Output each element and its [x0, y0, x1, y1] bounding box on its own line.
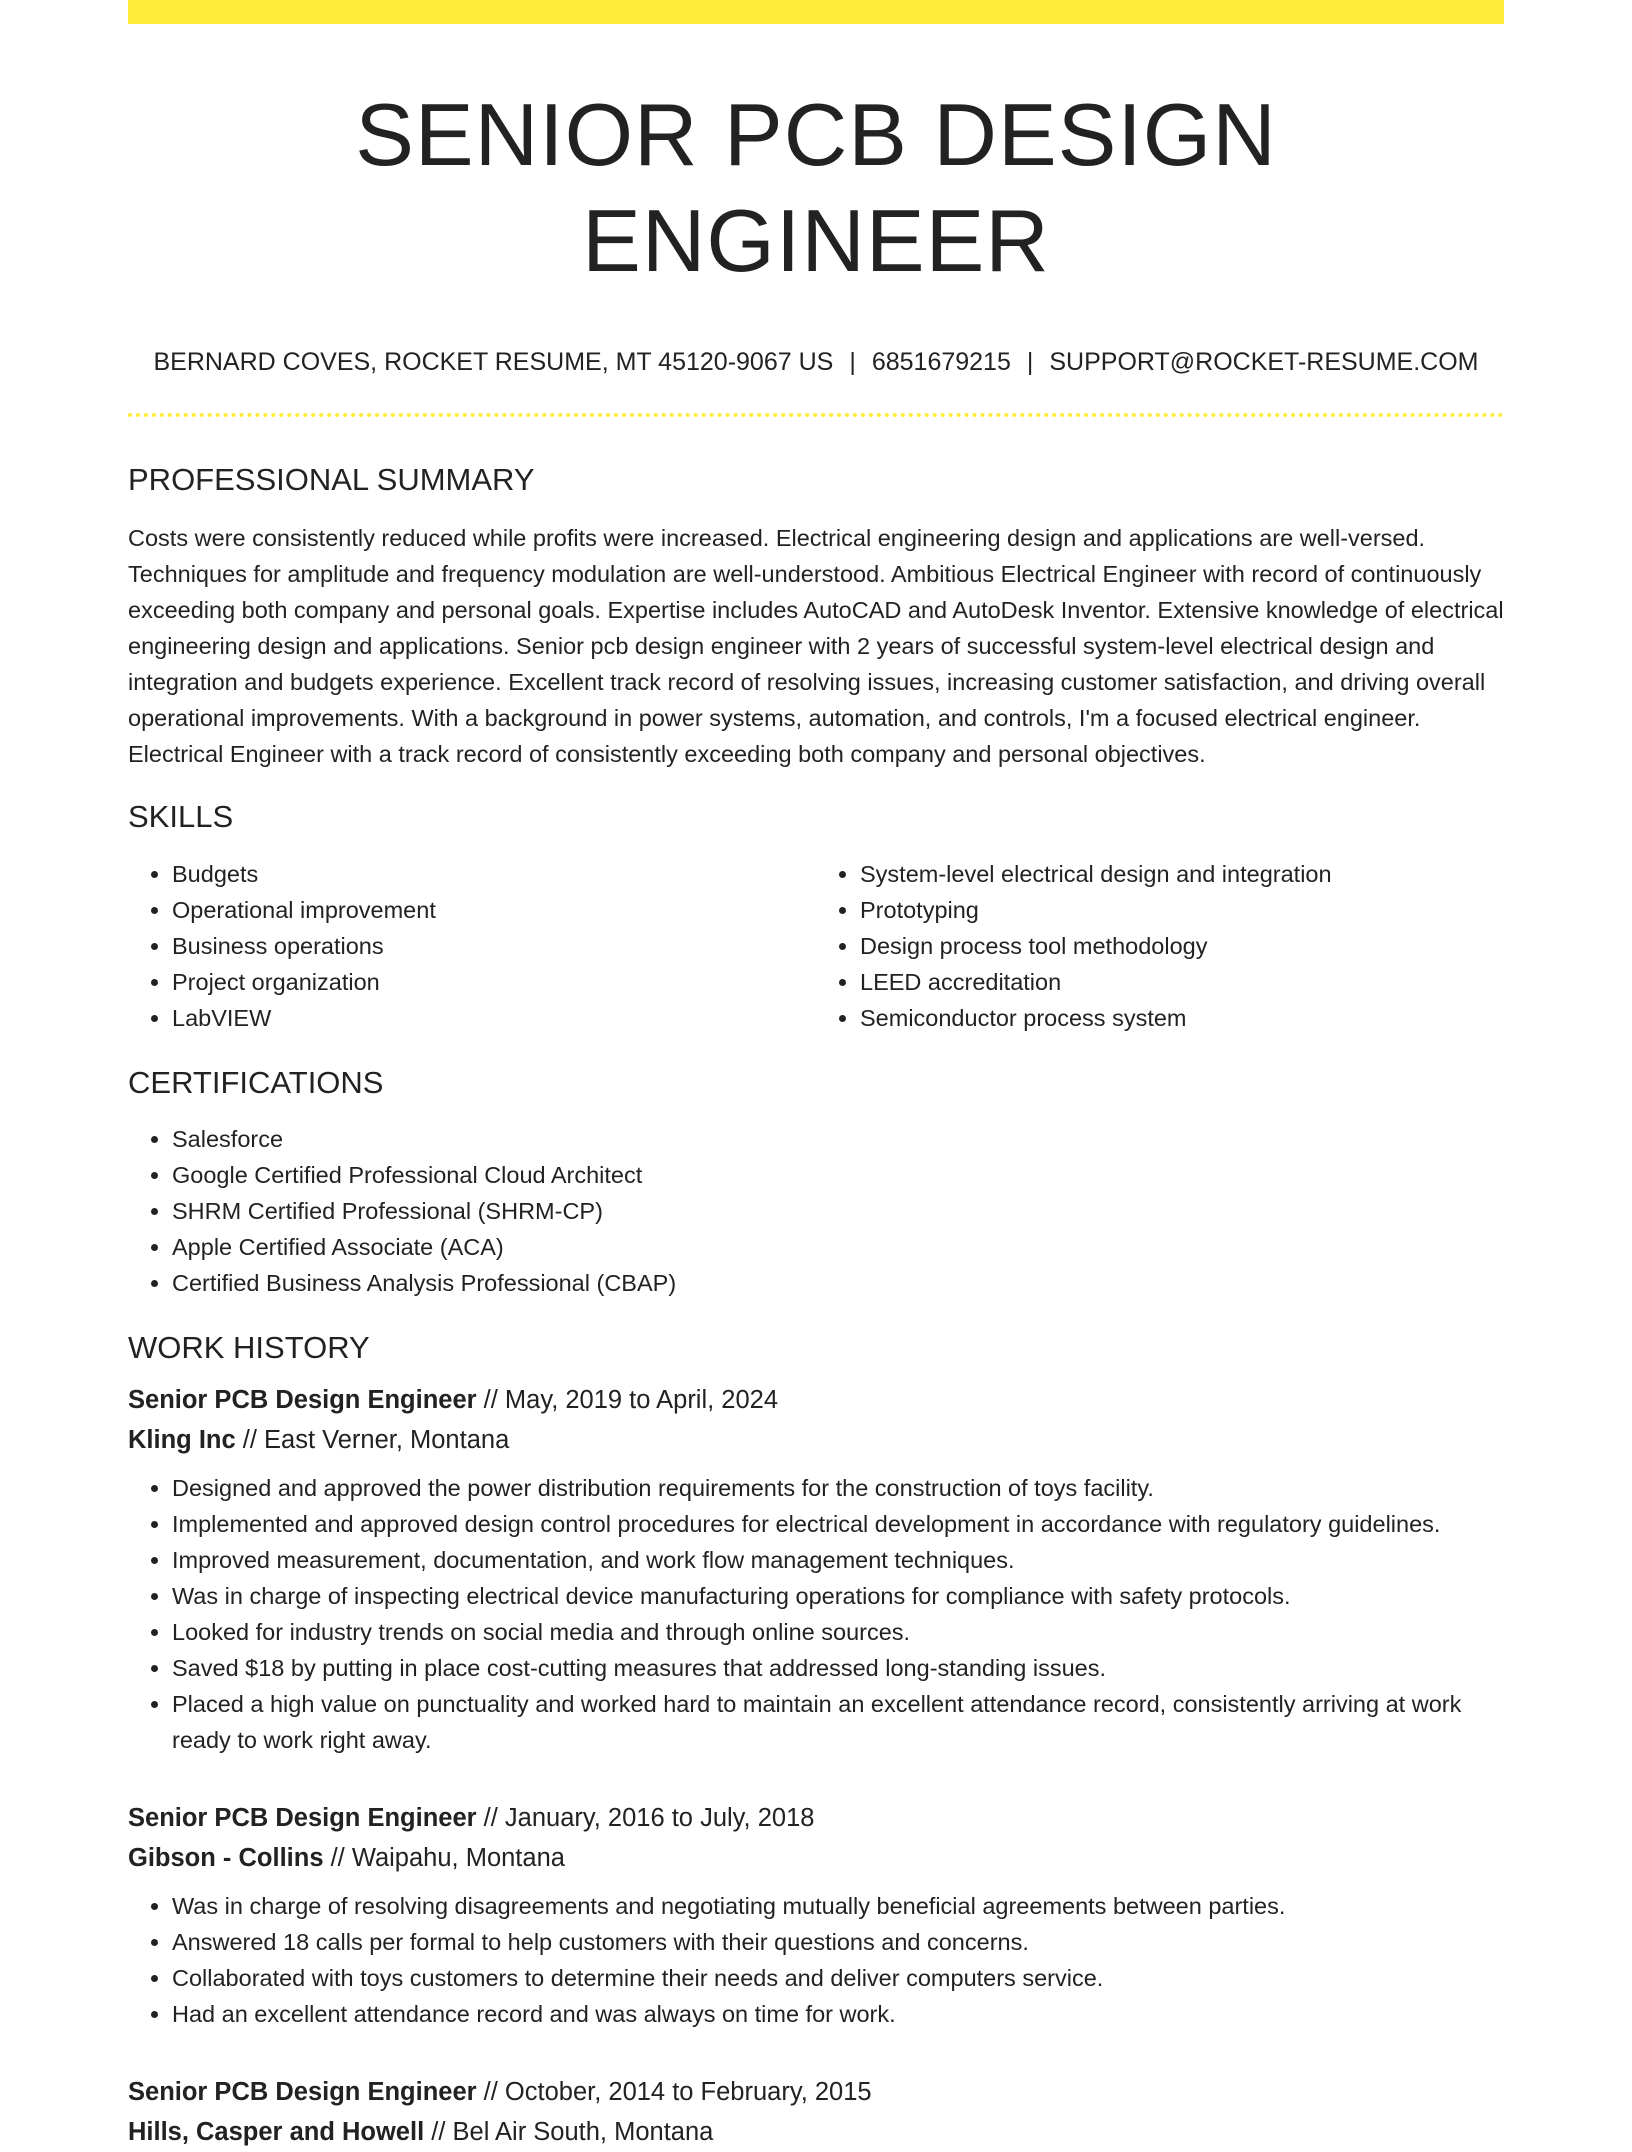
job-role-line — [128, 1798, 1504, 1838]
skill-item: • Business operations — [172, 928, 816, 964]
certification-item: • SHRM Certified Professional (SHRM-CP) — [172, 1193, 1504, 1229]
job-company-line — [128, 1420, 1504, 1460]
skills-column-right — [816, 856, 1504, 1036]
job-bullet: • Designed and approved the power distribution requirements for the construction of toys facility. — [172, 1470, 1504, 1506]
job-bullet: • Was in charge of resolving disagreements and negotiating mutually beneficial agreements between parties. — [172, 1888, 1504, 1924]
certification-item: • Salesforce — [172, 1121, 1504, 1157]
top-accent-bar — [128, 0, 1504, 24]
job-location: // Bel Air South, Montana — [424, 2117, 714, 2146]
resume-page — [128, 0, 1504, 2152]
job-dates: // January, 2016 to July, 2018 — [476, 1803, 815, 1832]
dotted-divider — [128, 413, 1504, 417]
certification-item: • Apple Certified Associate (ACA) — [172, 1229, 1504, 1265]
job-bullet: • Implemented and approved design control procedures for electrical development in accordance with regulatory guidelines. — [172, 1506, 1504, 1542]
job-location: // Waipahu, Montana — [323, 1843, 565, 1872]
job-role: Senior PCB Design Engineer — [128, 2077, 477, 2106]
job-role: Senior PCB Design Engineer — [128, 1803, 477, 1832]
job-dates: // May, 2019 to April, 2024 — [476, 1385, 779, 1414]
job-bullets — [128, 1470, 1504, 1758]
job-bullet: • Answered 18 calls per formal to help customers with their questions and concerns. — [172, 1924, 1504, 1960]
job-bullets — [128, 1888, 1504, 2032]
job-company-line — [128, 2112, 1504, 2152]
contact-line — [128, 347, 1504, 377]
job-bullet: • Collaborated with toys customers to determine their needs and deliver computers service. — [172, 1960, 1504, 1996]
job-location: // East Verner, Montana — [235, 1425, 510, 1454]
summary-heading: PROFESSIONAL SUMMARY — [128, 462, 535, 498]
skill-item: • Semiconductor process system — [860, 1000, 1504, 1036]
contact-email: SUPPORT@ROCKET-RESUME.COM — [1049, 348, 1479, 377]
job-bullet: • Looked for industry trends on social media and through online sources. — [172, 1614, 1504, 1650]
summary-text: Costs were consistently reduced while profits were increased. Electrical engineering design and applications are well-versed. Techniques for amplitude and frequency modulation are well-understood. Ambitious Electrical Engineer with record of continuously exceeding both company and personal goals. Expertise includes AutoCAD and AutoDesk Inventor. Extensive knowledge of electrical engineering design and applications. Senior pcb design engineer with 2 years of successful system-level electrical design and integration and budgets experience. Excellent track record of resolving issues, increasing customer satisfaction, and driving overall operational improvements. With a background in power systems, automation, and controls, I'm a focused electrical engineer. Electrical Engineer with a track record of consistently exceeding both company and personal objectives. — [128, 525, 1504, 768]
skills-heading: SKILLS — [128, 799, 234, 835]
resume-title: SENIOR PCB DESIGN ENGINEER — [355, 85, 1277, 290]
skill-item: • Budgets — [172, 856, 816, 892]
job-role: Senior PCB Design Engineer — [128, 1385, 477, 1414]
certification-item: • Google Certified Professional Cloud Architect — [172, 1157, 1504, 1193]
skills-grid — [128, 856, 1504, 1036]
job-company: Kling Inc — [128, 1425, 236, 1454]
certification-item: • Certified Business Analysis Professional (CBAP) — [172, 1265, 1504, 1301]
certifications-heading: CERTIFICATIONS — [128, 1064, 384, 1100]
job-company: Hills, Casper and Howell — [128, 2117, 425, 2146]
job-role-line — [128, 2072, 1504, 2112]
skill-item: • LEED accreditation — [860, 964, 1504, 1000]
job-bullet: • Placed a high value on punctuality and worked hard to maintain an excellent attendance record, consistently arriving at work ready to work right away. — [172, 1686, 1504, 1758]
job-company-line — [128, 1838, 1504, 1878]
job-bullet: • Saved $18 by putting in place cost-cutting measures that addressed long-standing issues. — [172, 1650, 1504, 1686]
work-history-heading: WORK HISTORY — [128, 1329, 370, 1365]
skill-item: • Prototyping — [860, 892, 1504, 928]
skill-item: • Operational improvement — [172, 892, 816, 928]
skill-item: • System-level electrical design and integration — [860, 856, 1504, 892]
skill-item: • LabVIEW — [172, 1000, 816, 1036]
job-bullet: • Was in charge of inspecting electrical device manufacturing operations for compliance with safety protocols. — [172, 1578, 1504, 1614]
contact-separator: | — [1026, 348, 1034, 377]
job-dates: // October, 2014 to February, 2015 — [476, 2077, 872, 2106]
job-bullet: • Had an excellent attendance record and was always on time for work. — [172, 1996, 1504, 2032]
contact-address: BERNARD COVES, ROCKET RESUME, MT 45120-9067 US — [153, 348, 834, 377]
job-role-line — [128, 1380, 1504, 1420]
job-entry — [128, 1798, 1504, 2032]
contact-phone: 6851679215 — [871, 348, 1011, 377]
skill-item: • Project organization — [172, 964, 816, 1000]
skill-item: • Design process tool methodology — [860, 928, 1504, 964]
contact-separator: | — [849, 348, 856, 377]
certifications-list — [128, 1121, 1504, 1301]
job-entry — [128, 1380, 1504, 1758]
job-company: Gibson - Collins — [128, 1843, 324, 1872]
skills-column-left — [128, 856, 816, 1036]
job-bullet: • Improved measurement, documentation, and work flow management techniques. — [172, 1542, 1504, 1578]
